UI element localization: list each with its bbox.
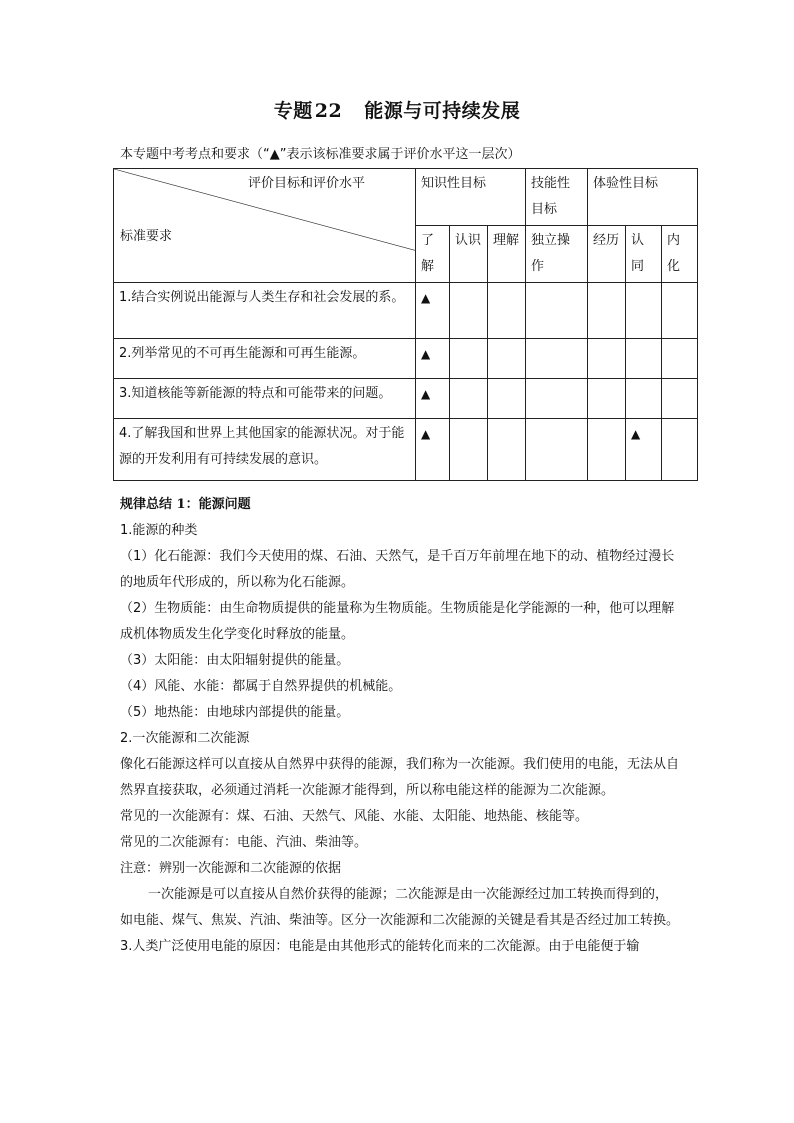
diagonal-header-cell: [114, 169, 416, 283]
group-knowledge: 知识性目标: [416, 169, 526, 226]
paragraph: （3）太阳能：由太阳辐射提供的能量。: [120, 653, 350, 668]
paragraph: 一次能源是可以直接从自然价获得的能源；二次能源是由一次能源经过加工转换而得到的，如电能、煤气、焦炭、汽油、柴油等。区分一次能源和二次能源的关键是看其是否经过加工转换。: [120, 887, 680, 928]
intro-text: 本专题中考考点和要求（“▲”表示该标准要求属于评价水平这一层次）: [120, 147, 521, 162]
mark-cell: [626, 379, 662, 419]
table-row: [114, 283, 698, 339]
paragraph: 常见的一次能源有：煤、石油、天然气、风能、水能、太阳能、地热能、核能等。: [120, 809, 589, 824]
level-cell: 认同: [626, 226, 662, 283]
mark-cell: [488, 379, 526, 419]
row-label: 1.结合实例说出能源与人类生存和社会发展的系。: [114, 283, 416, 339]
mark-cell: [450, 283, 488, 339]
title-number: 22: [314, 100, 343, 122]
mark-cell: [450, 379, 488, 419]
title-prefix: 专题: [273, 100, 313, 122]
mark-cell: [488, 283, 526, 339]
mark-cell: [450, 419, 488, 481]
level-cell: 了解: [416, 226, 450, 283]
level-cell: 理解: [488, 226, 526, 283]
paragraph: 常见的二次能源有：电能、汽油、柴油等。: [120, 835, 368, 850]
paragraph: （1）化石能源：我们今天使用的煤、石油、天然气，是千百万年前埋在地下的动、植物经过漫长的地质年代形成的，所以称为化石能源。: [120, 549, 675, 590]
mark-cell: [626, 339, 662, 379]
paragraph: （4）风能、水能：都属于自然界提供的机械能。: [120, 679, 402, 694]
mark-cell: [488, 419, 526, 481]
page-title: [0, 96, 794, 123]
mark-cell: ▲: [416, 419, 450, 481]
paragraph: （2）生物质能：由生命物质提供的能量称为生物质能。生物质能是化学能源的一种，他可以理解成机体物质发生化学变化时释放的能量。: [120, 601, 675, 642]
level-cell: 独立操作: [526, 226, 588, 283]
mark-cell: [662, 379, 698, 419]
mark-cell: ▲: [626, 419, 662, 481]
paragraph: 像化石能源这样可以直接从自然界中获得的能源，我们称为一次能源。我们使用的电能，无法从自然界直接获取，必须通过消耗一次能源才能得到，所以称电能这样的能源为二次能源。: [120, 757, 680, 798]
body-content: [120, 492, 680, 960]
mark-cell: [526, 419, 588, 481]
mark-cell: ▲: [416, 379, 450, 419]
paragraph: 注意：辨别一次能源和二次能源的依据: [120, 861, 342, 876]
table-row: [114, 339, 698, 379]
mark-cell: [526, 339, 588, 379]
title-text: 能源与可持续发展: [364, 100, 521, 122]
mark-cell: [488, 339, 526, 379]
row-label: 4.了解我国和世界上其他国家的能源状况。对于能源的开发利用有可持续发展的意识。: [114, 419, 416, 481]
mark-cell: [588, 339, 626, 379]
mark-cell: [526, 283, 588, 339]
mark-cell: [662, 419, 698, 481]
group-skill: 技能性目标: [526, 169, 588, 226]
level-cell: 经历: [588, 226, 626, 283]
group-experience: 体验性目标: [588, 169, 698, 226]
mark-cell: ▲: [416, 283, 450, 339]
table-row: [114, 379, 698, 419]
mark-cell: [662, 339, 698, 379]
section-heading: 规律总结 1：能源问题: [120, 497, 251, 512]
row-label: 2.列举常见的不可再生能源和可再生能源。: [114, 339, 416, 379]
header-standard: 标准要求: [120, 229, 173, 244]
mark-cell: [626, 283, 662, 339]
requirements-table: [113, 168, 698, 481]
paragraph: （5）地热能：由地球内部提供的能量。: [120, 705, 350, 720]
mark-cell: ▲: [416, 339, 450, 379]
mark-cell: [588, 379, 626, 419]
mark-cell: [450, 339, 488, 379]
mark-cell: [662, 283, 698, 339]
paragraph: 1.能源的种类: [120, 523, 198, 538]
table-row: [114, 419, 698, 481]
mark-cell: [588, 283, 626, 339]
paragraph: 2.一次能源和二次能源: [120, 731, 250, 746]
mark-cell: [588, 419, 626, 481]
header-eval-target: 评价目标和评价水平: [247, 176, 365, 191]
level-cell: 认识: [450, 226, 488, 283]
row-label: 3.知道核能等新能源的特点和可能带来的问题。: [114, 379, 416, 419]
paragraph: 3.人类广泛使用电能的原因：电能是由其他形式的能转化而来的二次能源。由于电能便于输: [120, 939, 640, 954]
mark-cell: [526, 379, 588, 419]
level-cell: 内化: [662, 226, 698, 283]
